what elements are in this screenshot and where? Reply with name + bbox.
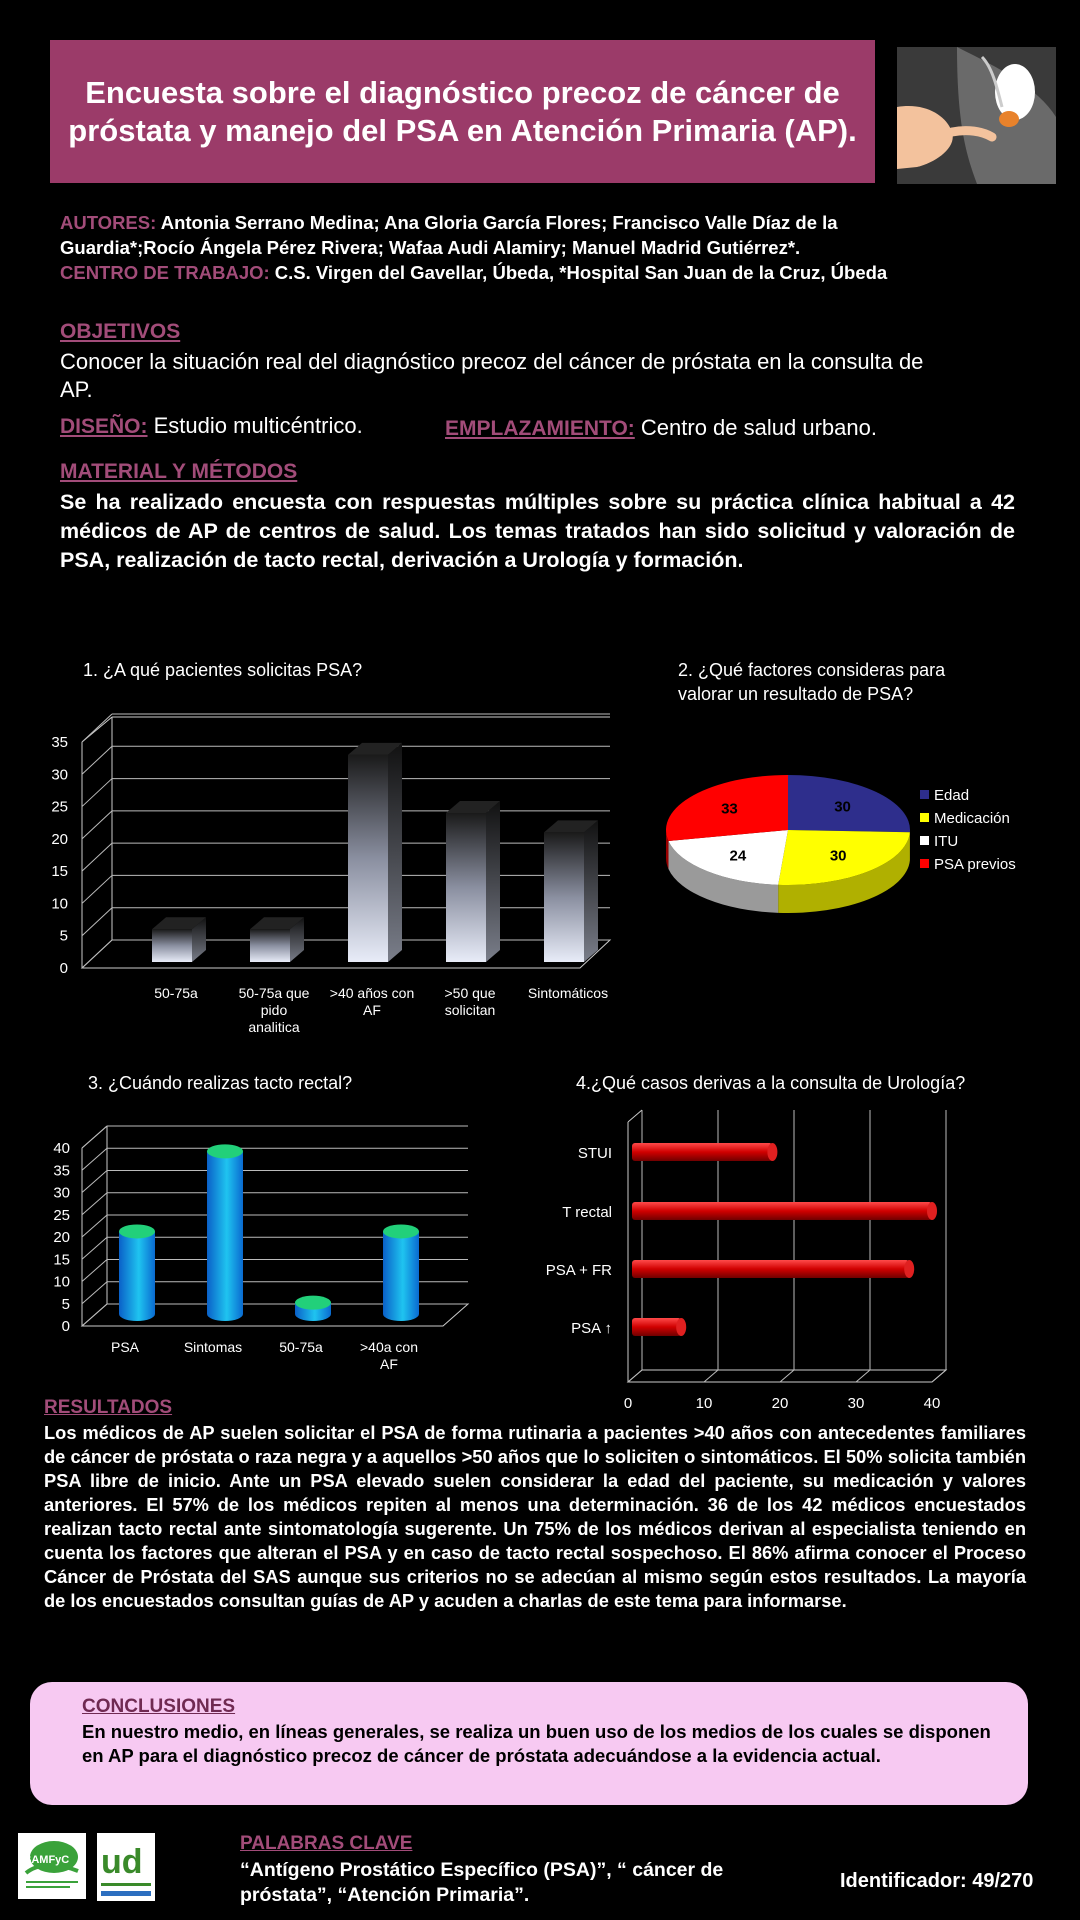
chart2-data-label: 33 — [721, 800, 738, 818]
chart4-x-ticks — [624, 1395, 941, 1412]
chart1-y-ticks — [51, 734, 68, 977]
chart2-pie — [666, 775, 910, 913]
chart3-y-tick: 30 — [53, 1184, 70, 1202]
chart3-y-ticks — [53, 1140, 70, 1335]
chart2-title — [678, 660, 950, 704]
chart1-x-tick: Sintomáticos — [527, 985, 609, 1001]
chart3-bar — [383, 1231, 419, 1321]
chart3-gridline — [82, 1171, 107, 1193]
chart3-bar-top — [383, 1224, 419, 1238]
chart4-gridline — [932, 1370, 946, 1382]
chart3-y-tick: 5 — [61, 1295, 70, 1313]
chart1-gridline — [82, 875, 112, 903]
chart4-bar-cap — [927, 1202, 937, 1220]
identifier: Identificador: 49/270 — [840, 1870, 1034, 1892]
conclusiones-text: En nuestro medio, en líneas generales, se realiza un buen uso de los medios de los cuales se disponen en AP para el diagnóstico precoz de cáncer de próstata adecuándose a la evidencia actual. — [82, 1721, 991, 1766]
chart2-legend-swatch — [920, 813, 929, 822]
chart1-bar-side — [388, 743, 402, 962]
emplazamiento-text: Centro de salud urbano. — [634, 415, 877, 440]
chart2-data-label: 24 — [729, 847, 747, 865]
chart3-gridline — [82, 1282, 107, 1304]
chart1-gridline — [82, 714, 112, 742]
chart4-gridline — [780, 1370, 794, 1382]
chart2-legend-swatch — [920, 790, 929, 799]
chart1-y-tick: 25 — [51, 798, 68, 816]
chart4-title: 4.¿Qué casos derivas a la consulta de Urología? — [576, 1073, 966, 1093]
chart4-x-tick: 40 — [923, 1395, 941, 1412]
chart3-y-tick: 0 — [61, 1318, 70, 1335]
authors-names: Antonia Serrano Medina; Ana Gloria García Flores; Francisco Valle Díaz de la Guardia*;Rocío Ángela Pérez Rivera; Wafaa Audi Alamiry; Manuel Madrid Gutiérrez*. — [60, 212, 838, 258]
chart4-gridline — [856, 1370, 870, 1382]
ud-logo-text: ud — [101, 1843, 143, 1881]
chart1-bars — [152, 743, 598, 962]
chart4-bar-cap — [904, 1260, 914, 1278]
poster-title-text: Encuesta sobre el diagnóstico precoz de cáncer de próstata y manejo del PSA en Atención Primaria (AP). — [68, 74, 857, 148]
objetivos-heading: OBJETIVOS — [60, 320, 181, 343]
samfyc-logo-text: SAMFyC — [24, 1854, 70, 1866]
chart1-bar-side — [584, 820, 598, 962]
objetivos-text: Conocer la situación real del diagnóstico precoz del cáncer de próstata en la consulta de AP. — [60, 349, 924, 402]
chart2-legend-label: ITU — [934, 833, 959, 850]
chart1-bar — [544, 832, 584, 962]
ud-logo — [97, 1833, 155, 1901]
chart1-y-tick: 10 — [51, 895, 68, 913]
chart3-y-tick: 20 — [53, 1229, 70, 1246]
chart4-category-label: PSA + FR — [545, 1262, 612, 1279]
chart3-gridline — [82, 1148, 107, 1170]
material-text: Se ha realizado encuesta con respuestas múltiples sobre su práctica clínica habitual a 42 médicos de AP de centros de salud. Los temas tratados han sido solicitud y valoración de PSA, realización de tacto rectal, derivación a Urología y formación. — [60, 490, 1015, 572]
chart2-legend-swatch — [920, 836, 929, 845]
chart3-gridline — [82, 1237, 107, 1259]
samfyc-logo — [18, 1833, 86, 1899]
authors-label: AUTORES: — [60, 212, 157, 233]
chart4-category-label: T rectal — [562, 1204, 612, 1221]
keywords-text: “Antígeno Prostático Específico (PSA)”, “ cáncer de próstata”, “Atención Primaria”. — [240, 1859, 724, 1906]
chart4-x-tick: 30 — [847, 1395, 865, 1412]
chart4-gridline — [628, 1370, 642, 1382]
chart1-gridline — [82, 746, 112, 774]
prostate-exam-illustration — [897, 47, 1056, 184]
chart3-gridline — [82, 1304, 107, 1326]
chart2-legend-label: Edad — [934, 787, 970, 804]
chart3-bar-top — [207, 1144, 243, 1158]
chart1-y-tick: 5 — [59, 927, 68, 945]
diseno-line — [60, 413, 363, 439]
center-label: CENTRO DE TRABAJO: — [60, 262, 270, 283]
diseno-text: Estudio multicéntrico. — [147, 413, 363, 438]
emplazamiento-label: EMPLAZAMIENTO: — [445, 417, 635, 440]
emplazamiento-line — [445, 415, 877, 441]
poster-title — [50, 40, 875, 183]
chart4-bar — [632, 1260, 909, 1278]
chart1-y-tick: 15 — [51, 863, 68, 881]
chart1-gridline — [82, 908, 112, 936]
chart1-y-tick: 30 — [51, 766, 68, 784]
chart1-y-tick: 0 — [59, 960, 68, 977]
chart3-bar-top — [295, 1296, 331, 1310]
chart1-bar — [348, 755, 388, 962]
chart3-bar — [119, 1231, 155, 1321]
chart3-gridline — [82, 1126, 107, 1148]
chart3-title: 3. ¿Cuándo realizas tacto rectal? — [88, 1073, 353, 1093]
chart1-x-tick: 50-75a que pido analitica — [238, 985, 310, 1035]
chart2-legend-label: Medicación — [934, 810, 1010, 827]
chart4-bar-cap — [767, 1143, 777, 1161]
chart4-x-tick: 10 — [695, 1395, 713, 1412]
chart4-x-tick: 20 — [771, 1395, 789, 1412]
authors-block — [60, 210, 900, 302]
chart3-gridline — [82, 1193, 107, 1215]
chart1-gridline — [82, 779, 112, 807]
chart4-category-label: STUI — [577, 1145, 612, 1162]
chart2-data-label: 30 — [829, 847, 847, 865]
chart2-data-label: 30 — [834, 798, 851, 816]
conclusiones-box — [30, 1682, 1028, 1805]
chart2-legend-label: PSA previos — [934, 856, 1016, 873]
chart1-x-tick: 50-75a — [154, 985, 198, 1001]
chart4-bar — [632, 1318, 681, 1336]
chart1-bar — [152, 929, 192, 962]
resultados-text: Los médicos de AP suelen solicitar el PSA de forma rutinaria a pacientes >40 años con antecedentes familiares de cáncer de próstata o raza negra y a aquellos >50 años que lo soliciten o sintomáticos. El 50% solicita también PSA libre de inicio. Ante un PSA elevado suelen considerar la edad del paciente, su medicación y valores anteriores. El 57% de los médicos repiten al menos una determinación. 36 de los 42 médicos encuestados realizan tacto rectal ante sintomatología sugerente. Un 75% de los médicos derivan al especialista teniendo en cuenta los factores que alteran el PSA y en caso de tacto rectal sospechoso. El 86% afirma conocer el Proceso Cáncer de Próstata del SAS aunque sus criterios no se adecúan al mismo según estos resultados. La mayoría de los encuestados consultan guías de AP y acuden a charlas de este tema para informarse. — [44, 1422, 1026, 1611]
chart3-y-tick: 10 — [53, 1273, 70, 1291]
chart1-bar-side — [486, 801, 500, 962]
chart4-bar-cap — [676, 1318, 686, 1336]
chart1-bar — [250, 929, 290, 962]
chart1-title: 1. ¿A qué pacientes solicitas PSA? — [83, 660, 363, 680]
chart3-x-tick: Sintomas — [183, 1339, 243, 1355]
chart3-x-ticks — [111, 1339, 418, 1372]
chart1-y-tick: 35 — [51, 734, 68, 751]
chart4-gridline — [704, 1370, 718, 1382]
chart4-bars — [632, 1143, 937, 1336]
center-name: C.S. Virgen del Gavellar, Úbeda, *Hospital San Juan de la Cruz, Úbeda — [269, 262, 888, 283]
chart3-bar — [207, 1151, 243, 1321]
chart2-legend-swatch — [920, 859, 929, 868]
chart2-title-line1: 2. ¿Qué factores consideras para — [678, 660, 946, 680]
keywords-heading: PALABRAS CLAVE — [240, 1833, 413, 1854]
chart3-y-tick: 25 — [53, 1206, 70, 1224]
chart3-x-tick: >40a con AF — [360, 1339, 418, 1372]
conclusiones-heading: CONCLUSIONES — [82, 1696, 236, 1717]
chart1-gridline — [82, 811, 112, 839]
chart4-category-label: PSA ↑ — [571, 1320, 612, 1337]
chart4-category-labels — [546, 1145, 612, 1337]
chart3-bar-top — [119, 1224, 155, 1238]
chart1-x-tick: >50 que solicitan — [444, 985, 496, 1018]
chart3-y-tick: 40 — [53, 1140, 70, 1157]
chart4-x-tick: 0 — [623, 1395, 633, 1412]
diseno-label: DISEÑO: — [60, 415, 148, 438]
chart1-bar — [446, 813, 486, 962]
chart3-x-tick: PSA — [110, 1339, 140, 1355]
chart4-bar — [632, 1202, 932, 1220]
chart3-x-tick: 50-75a — [279, 1339, 323, 1355]
chart1-gridline — [82, 843, 112, 871]
chart1-y-tick: 20 — [51, 830, 68, 848]
chart3-y-tick: 15 — [53, 1251, 70, 1269]
chart1-x-ticks — [154, 985, 608, 1035]
chart1-x-tick: >40 años con AF — [329, 985, 415, 1018]
chart2-title-line2: valorar un resultado de PSA? — [678, 684, 914, 704]
resultados-heading: RESULTADOS — [44, 1397, 173, 1418]
material-heading: MATERIAL Y MÉTODOS — [60, 460, 298, 483]
chart4-bar — [632, 1143, 772, 1161]
chart1-gridline — [82, 940, 112, 968]
chart3-gridline — [82, 1260, 107, 1282]
chart2-legend — [920, 787, 1016, 873]
chart3-y-tick: 35 — [53, 1162, 70, 1180]
chart3-gridline — [82, 1215, 107, 1237]
